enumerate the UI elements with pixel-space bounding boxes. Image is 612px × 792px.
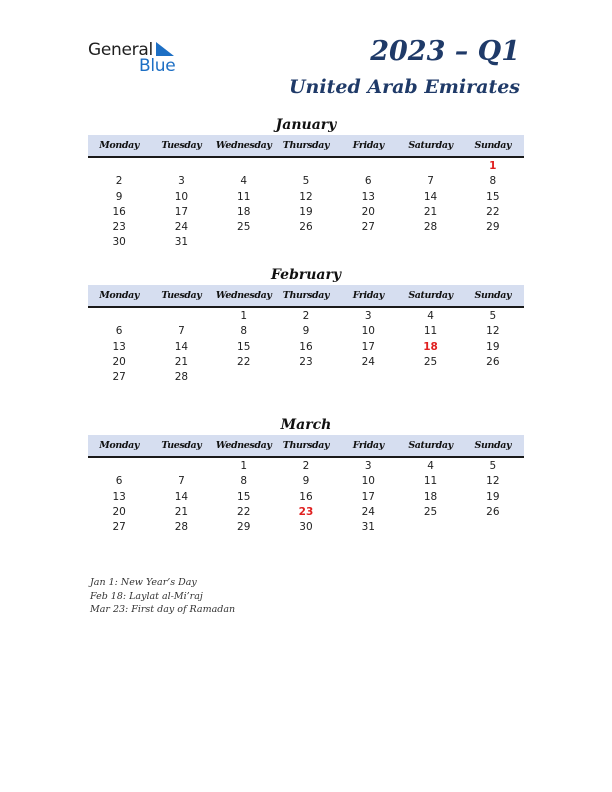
empty-day-cell	[150, 459, 212, 474]
day-cell: 7	[178, 325, 185, 338]
logo-text-blue: Blue	[139, 56, 176, 76]
day-cell: 27	[112, 521, 126, 534]
weekday-label: Friday	[352, 440, 384, 451]
day-cell: 26	[486, 355, 500, 368]
empty-day-cell	[337, 235, 399, 250]
day-cell: 12	[299, 190, 313, 203]
day-cell: 18	[237, 205, 251, 218]
day-cell: 29	[486, 221, 500, 234]
day-cell: 7	[178, 475, 185, 488]
week-row	[88, 309, 524, 324]
empty-day-cell	[399, 520, 461, 535]
page-title: 2023 – Q1	[370, 36, 520, 67]
day-cell: 6	[115, 475, 123, 488]
empty-day-cell	[462, 520, 524, 535]
month-march	[88, 416, 524, 535]
day-cell: 2	[115, 175, 123, 188]
empty-day-cell	[275, 235, 337, 250]
day-cell: 30	[299, 521, 313, 534]
day-cell: 3	[364, 310, 372, 322]
day-cell: 22	[237, 505, 251, 518]
weekday-label: Monday	[99, 140, 139, 151]
day-cell: 14	[423, 190, 438, 203]
page-subtitle: United Arab Emirates	[288, 76, 520, 98]
weekday-label: Thursday	[282, 290, 330, 301]
day-cell: 15	[237, 340, 251, 353]
weekday-label: Monday	[99, 440, 139, 451]
weekday-label: Saturday	[408, 140, 453, 151]
day-cell: 28	[174, 371, 189, 384]
week-row	[88, 159, 524, 174]
week-row	[88, 220, 524, 235]
holiday-notes	[90, 576, 235, 617]
day-cell: 8	[240, 475, 248, 488]
day-cell: 17	[174, 205, 189, 218]
week-row	[88, 190, 524, 205]
day-cell: 20	[361, 205, 375, 218]
month-january	[88, 116, 524, 251]
day-cell: 24	[174, 221, 189, 234]
day-cell: 9	[302, 475, 310, 488]
weekday-label: Thursday	[282, 440, 330, 451]
empty-day-cell	[213, 159, 275, 174]
month-grid	[88, 308, 524, 385]
empty-day-cell	[88, 459, 150, 474]
day-cell: 26	[299, 221, 313, 234]
day-cell: 2	[302, 460, 310, 472]
empty-day-cell	[337, 159, 399, 174]
day-cell: 25	[423, 505, 438, 518]
weekday-label: Wednesday	[215, 440, 272, 451]
day-cell: 31	[174, 236, 189, 249]
day-cell: 12	[486, 325, 500, 338]
day-cell: 22	[237, 355, 251, 368]
weekday-label: Saturday	[408, 290, 453, 301]
month-february	[88, 266, 524, 385]
month-grid	[88, 458, 524, 535]
weekday-label: Monday	[99, 290, 139, 301]
holiday-day-cell: 23	[298, 505, 314, 518]
empty-day-cell	[275, 159, 337, 174]
day-cell: 9	[115, 190, 123, 203]
week-row	[88, 340, 524, 355]
weekday-label: Tuesday	[161, 440, 202, 451]
holiday-note: Feb 18: Laylat al-Mi’raj	[90, 590, 203, 602]
empty-day-cell	[213, 370, 275, 385]
holiday-note: Jan 1: New Year’s Day	[90, 577, 197, 588]
empty-day-cell	[462, 235, 524, 250]
weekday-label: Sunday	[474, 140, 512, 151]
week-row	[88, 174, 524, 189]
day-cell: 19	[486, 340, 500, 353]
day-cell: 28	[174, 521, 189, 534]
day-cell: 8	[240, 325, 248, 338]
day-cell: 3	[364, 460, 372, 472]
weekday-label: Sunday	[474, 290, 512, 301]
holiday-note: Mar 23: First day of Ramadan	[90, 604, 236, 615]
day-cell: 16	[299, 340, 313, 353]
day-cell: 4	[427, 310, 434, 322]
day-cell: 21	[174, 505, 189, 518]
day-cell: 16	[299, 490, 313, 503]
day-cell: 23	[112, 221, 126, 234]
day-cell: 15	[486, 190, 500, 203]
weekday-label: Tuesday	[161, 140, 202, 151]
day-cell: 4	[240, 175, 248, 188]
empty-day-cell	[399, 159, 461, 174]
weekday-header	[88, 285, 524, 308]
day-cell: 28	[423, 221, 438, 234]
day-cell: 14	[174, 340, 189, 353]
holiday-day-cell: 1	[489, 160, 497, 172]
empty-day-cell	[462, 370, 524, 385]
week-row	[88, 505, 524, 520]
day-cell: 30	[112, 236, 126, 249]
day-cell: 27	[112, 371, 126, 384]
day-cell: 18	[423, 490, 438, 503]
day-cell: 20	[112, 355, 126, 368]
day-cell: 8	[489, 175, 497, 188]
week-row	[88, 370, 524, 385]
weekday-label: Saturday	[408, 440, 453, 451]
week-row	[88, 520, 524, 535]
day-cell: 25	[423, 355, 438, 368]
empty-day-cell	[150, 309, 212, 324]
day-cell: 6	[115, 325, 123, 338]
day-cell: 31	[361, 521, 375, 534]
day-cell: 1	[240, 460, 248, 472]
day-cell: 9	[302, 325, 310, 338]
day-cell: 27	[361, 221, 375, 234]
day-cell: 22	[486, 205, 500, 218]
empty-day-cell	[213, 235, 275, 250]
day-cell: 23	[299, 355, 313, 368]
day-cell: 11	[423, 325, 438, 338]
week-row	[88, 474, 524, 489]
day-cell: 26	[486, 505, 500, 518]
day-cell: 10	[174, 190, 189, 203]
day-cell: 29	[237, 521, 251, 534]
month-title: March	[280, 417, 332, 433]
week-row	[88, 459, 524, 474]
empty-day-cell	[88, 159, 150, 174]
week-row	[88, 324, 524, 339]
weekday-header	[88, 435, 524, 458]
weekday-label: Wednesday	[215, 140, 272, 151]
day-cell: 17	[361, 490, 375, 503]
week-row	[88, 355, 524, 370]
day-cell: 2	[302, 310, 310, 322]
day-cell: 24	[361, 505, 375, 518]
day-cell: 11	[423, 475, 438, 488]
day-cell: 24	[361, 355, 375, 368]
day-cell: 19	[486, 490, 500, 503]
month-grid	[88, 158, 524, 251]
empty-day-cell	[399, 370, 461, 385]
day-cell: 13	[112, 340, 126, 353]
week-row	[88, 235, 524, 250]
day-cell: 15	[237, 490, 251, 503]
weekday-header	[88, 135, 524, 158]
weekday-label: Wednesday	[215, 290, 272, 301]
empty-day-cell	[88, 309, 150, 324]
day-cell: 13	[112, 490, 126, 503]
day-cell: 13	[361, 190, 375, 203]
weekday-label: Tuesday	[161, 290, 202, 301]
day-cell: 11	[237, 190, 251, 203]
weekday-label: Thursday	[282, 140, 330, 151]
empty-day-cell	[337, 370, 399, 385]
day-cell: 17	[361, 340, 375, 353]
weekday-label: Friday	[352, 290, 384, 301]
day-cell: 4	[427, 460, 434, 472]
empty-day-cell	[150, 159, 212, 174]
month-title: January	[275, 117, 337, 133]
day-cell: 19	[299, 205, 313, 218]
logo-text-general: General	[88, 40, 153, 60]
week-row	[88, 205, 524, 220]
weekday-label: Friday	[352, 140, 384, 151]
day-cell: 7	[427, 175, 434, 188]
month-title: February	[270, 267, 341, 283]
day-cell: 10	[361, 475, 375, 488]
day-cell: 3	[178, 175, 185, 188]
day-cell: 5	[489, 310, 497, 322]
day-cell: 6	[364, 175, 372, 188]
day-cell: 25	[237, 221, 251, 234]
week-row	[88, 490, 524, 505]
day-cell: 16	[112, 205, 126, 218]
day-cell: 20	[112, 505, 126, 518]
generalblue-logo	[88, 40, 188, 80]
day-cell: 12	[486, 475, 500, 488]
day-cell: 5	[489, 460, 497, 472]
empty-day-cell	[399, 235, 461, 250]
day-cell: 21	[423, 205, 438, 218]
day-cell: 10	[361, 325, 375, 338]
weekday-label: Sunday	[474, 440, 512, 451]
holiday-day-cell: 18	[423, 340, 438, 353]
empty-day-cell	[275, 370, 337, 385]
day-cell: 14	[174, 490, 189, 503]
day-cell: 5	[302, 175, 310, 188]
day-cell: 1	[240, 310, 248, 322]
day-cell: 21	[174, 355, 189, 368]
